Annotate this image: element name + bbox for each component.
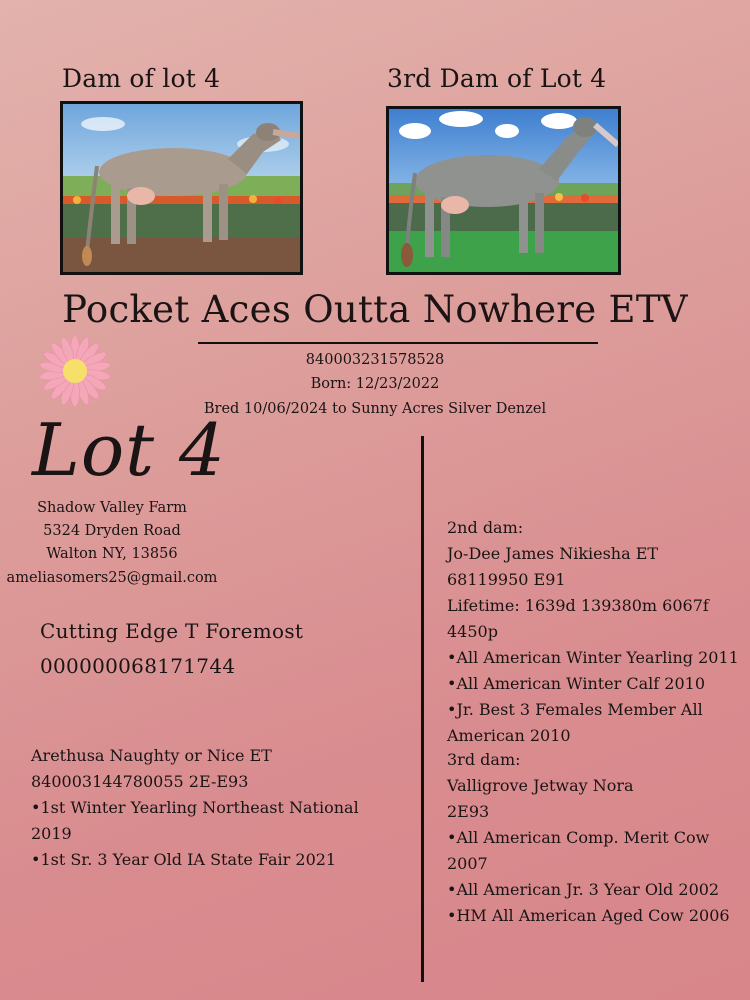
dam-photo <box>60 101 303 275</box>
lot-heading: Lot 4 <box>32 408 226 492</box>
third-dam-score: 2E93 <box>447 802 490 821</box>
second-dam-name: Jo-Dee James Nikiesha ET <box>447 544 659 563</box>
second-dam-id: 68119950 E91 <box>447 570 566 589</box>
dam-photo-label: Dam of lot 4 <box>62 64 221 93</box>
third-dam-photo-label: 3rd Dam of Lot 4 <box>387 64 607 93</box>
second-dam-info <box>447 515 750 749</box>
second-dam-award: •Jr. Best 3 Females Member All <box>447 700 703 719</box>
second-dam-award: •All American Winter Yearling 2011 <box>447 648 739 667</box>
title-divider <box>198 342 598 344</box>
sire-name: Cutting Edge T Foremost <box>40 619 304 643</box>
dam-award-cont: 2019 <box>31 824 72 843</box>
third-dam-name: Valligrove Jetway Nora <box>447 776 634 795</box>
dam-id: 840003144780055 2E-E93 <box>31 772 249 791</box>
second-dam-heading: 2nd dam: <box>447 518 524 537</box>
second-dam-award-cont: American 2010 <box>447 726 571 745</box>
animal-born: Born: 12/23/2022 <box>310 376 440 392</box>
third-dam-award: •HM All American Aged Cow 2006 <box>447 906 730 925</box>
animal-name: Pocket Aces Outta Nowhere ETV <box>62 288 688 331</box>
dam-award: •1st Winter Yearling Northeast National <box>31 798 359 817</box>
third-dam-award: •All American Comp. Merit Cow 2007 <box>447 828 710 873</box>
dam-award: •1st Sr. 3 Year Old IA State Fair 2021 <box>31 850 337 869</box>
second-dam-award: •All American Winter Calf 2010 <box>447 674 706 693</box>
third-dam-photo <box>386 106 621 275</box>
contact-email[interactable]: ameliasomers25@gmail.com <box>6 570 218 586</box>
animal-bred: Bred 10/06/2024 to Sunny Acres Silver Denzel <box>203 401 547 417</box>
dam-info <box>31 743 359 873</box>
column-divider <box>421 436 424 982</box>
farm-city: Walton NY, 13856 <box>46 546 178 562</box>
third-dam-award: •All American Jr. 3 Year Old 2002 <box>447 880 720 899</box>
farm-name: Shadow Valley Farm <box>37 500 187 516</box>
third-dam-info <box>447 747 750 929</box>
sire-id: 000000068171744 <box>40 654 236 678</box>
farm-address: 5324 Dryden Road <box>43 523 181 539</box>
dam-name: Arethusa Naughty or Nice ET <box>31 746 272 765</box>
animal-id: 840003231578528 <box>305 352 445 368</box>
second-dam-lifetime: Lifetime: 1639d 139380m 6067f 4450p <box>447 596 709 641</box>
third-dam-heading: 3rd dam: <box>447 750 521 769</box>
